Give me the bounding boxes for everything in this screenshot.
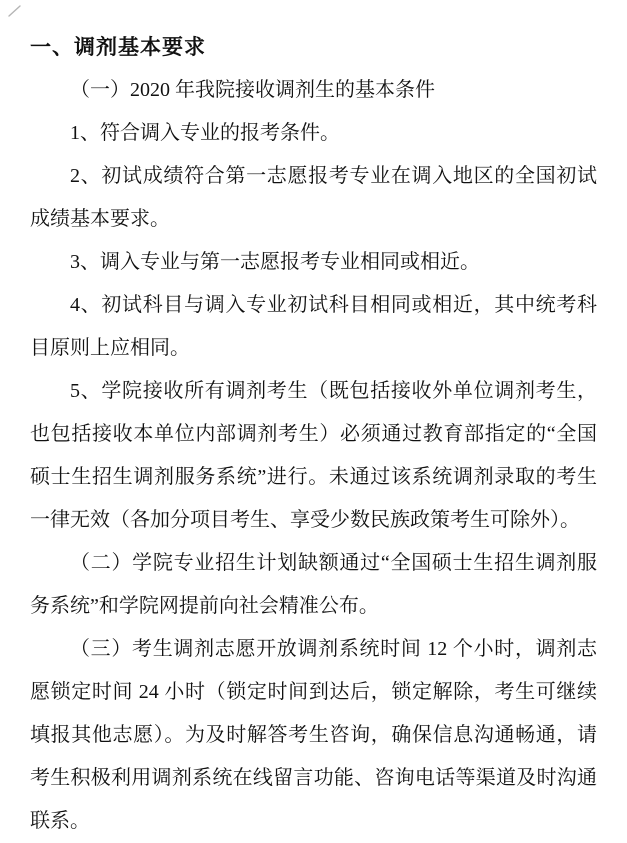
paragraph: 3、调入专业与第一志愿报考专业相同或相近。 — [70, 251, 480, 273]
paragraph: （一）2020 年我院接收调剂生的基本条件 — [70, 79, 435, 101]
paragraph: 1、符合调入专业的报考条件。 — [70, 122, 340, 144]
paragraph: 2、初试成绩符合第一志愿报考专业在调入地区的全国初试成绩基本要求。 — [30, 165, 597, 230]
paragraph: （三）考生调剂志愿开放调剂系统时间 12 个小时，调剂志愿锁定时间 24 小时（锁定时间到达后，锁定解除，考生可继续填报其他志愿）。为及时解答考生咨询，确保信息沟通畅通，请考生积极利用调剂系统在线留言功能、咨询电话等渠道及时沟通联系。 — [30, 638, 597, 832]
paragraph: （二）学院专业招生计划缺额通过“全国硕士生招生调剂服务系统”和学院网提前向社会精准公布。 — [30, 552, 597, 617]
document-body — [30, 69, 597, 843]
paragraph: 5、学院接收所有调剂考生（既包括接收外单位调剂考生，也包括接收本单位内部调剂考生）必须通过教育部指定的“全国硕士生招生调剂服务系统”进行。未通过该系统调剂录取的考生一律无效（各加分项目考生、享受少数民族政策考生可除外）。 — [30, 380, 597, 531]
stray-pen-mark — [7, 4, 23, 18]
paragraph: 4、初试科目与调入专业初试科目相同或相近，其中统考科目原则上应相同。 — [30, 294, 597, 359]
section-heading: 一、调剂基本要求 — [30, 35, 206, 59]
